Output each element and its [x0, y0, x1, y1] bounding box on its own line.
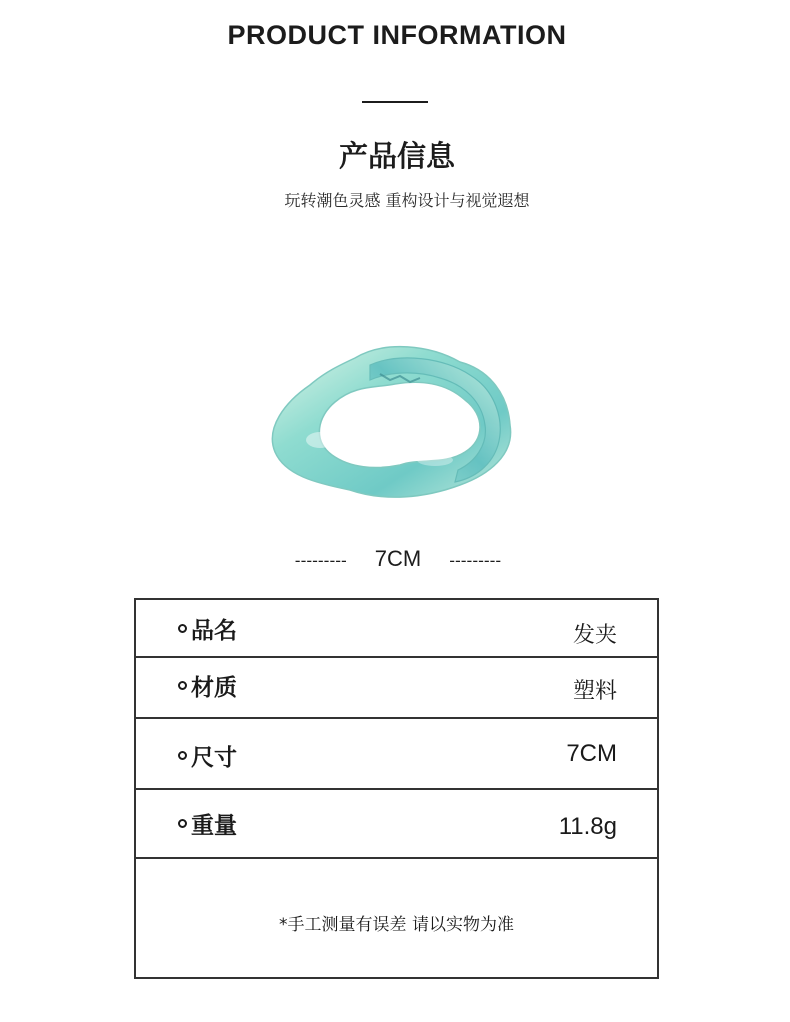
- bullet-circle-icon: [178, 751, 187, 760]
- bullet-circle-icon: [178, 624, 187, 633]
- row-label-text: 品名: [191, 618, 237, 644]
- dimension-dash-right: ---------: [449, 551, 502, 570]
- dimension-value: 7CM: [374, 546, 422, 571]
- table-row: [136, 600, 657, 658]
- row-value: 发夹: [572, 623, 617, 648]
- hair-clip-image: [260, 340, 530, 510]
- page-title-en: PRODUCT INFORMATION: [227, 20, 567, 50]
- measurement-note: *手工测量有误差 请以实物为准: [279, 915, 514, 935]
- row-label: [178, 739, 237, 772]
- page-title-cn: 产品信息: [338, 139, 455, 173]
- row-label-text: 材质: [191, 675, 237, 701]
- row-label-text: 尺寸: [191, 745, 237, 771]
- row-label: [178, 669, 237, 702]
- table-row: [136, 658, 657, 719]
- bullet-circle-icon: [178, 819, 187, 828]
- table-row: [136, 790, 657, 859]
- row-value: 7CM: [566, 740, 617, 767]
- dimension-dash-left: ---------: [294, 551, 347, 570]
- bullet-circle-icon: [178, 681, 187, 690]
- title-divider: [362, 101, 428, 103]
- row-value: 11.8g: [558, 813, 617, 840]
- page-subtitle: 玩转潮色灵感 重构设计与视觉遐想: [284, 191, 530, 210]
- dimension-indicator: [0, 546, 790, 572]
- row-label: [178, 807, 237, 840]
- row-label: [178, 612, 237, 645]
- spec-table: [134, 598, 659, 979]
- row-value: 塑料: [572, 679, 617, 704]
- row-label-text: 重量: [191, 813, 237, 839]
- table-row: [136, 719, 657, 790]
